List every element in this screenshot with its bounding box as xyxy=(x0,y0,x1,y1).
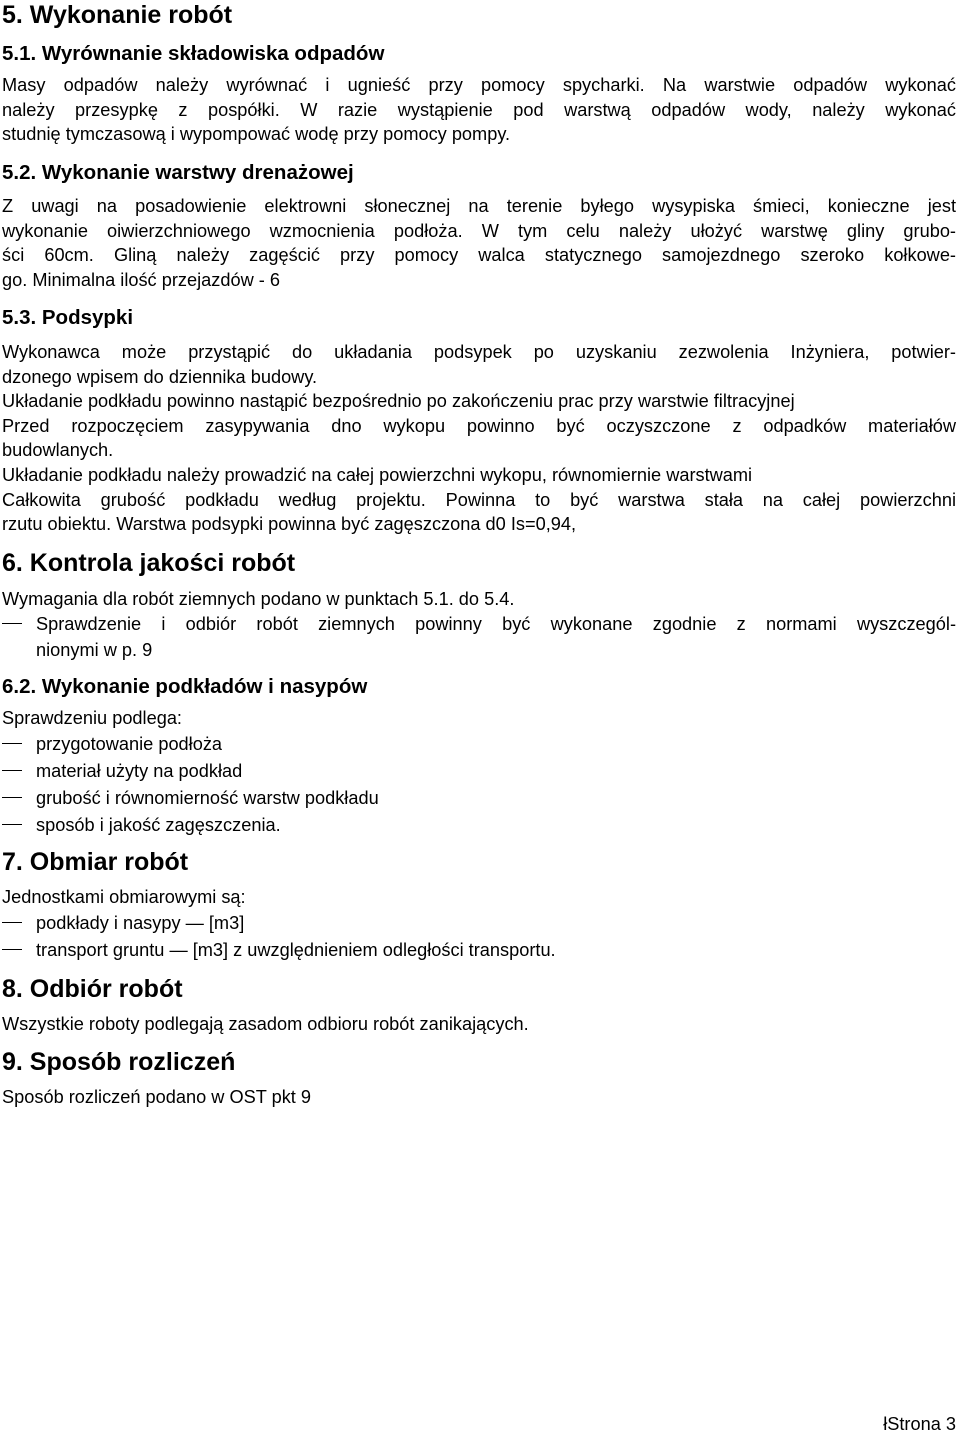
paragraph-line: rzutu obiektu. Warstwa podsypki powinna być zagęszczona d0 Is=0,94, xyxy=(2,514,577,535)
section-6-2-intro xyxy=(2,706,956,731)
section-6-2-heading: 6.2. Wykonanie podkładów i nasypów xyxy=(2,675,368,698)
paragraph-line: Całkowita grubość podkładu według projektu. Powinna to być warstwa stała na całej powierzchni xyxy=(2,489,956,510)
dash-bullet-icon xyxy=(2,922,22,923)
list-item-text: transport gruntu — [m3] z uwzględnieniem odległości transportu. xyxy=(36,940,556,960)
dash-bullet-icon xyxy=(2,623,22,624)
bullet-text-line: Sprawdzenie i odbiór robót ziemnych powinny być wykonane zgodnie z normami wyszczegól- xyxy=(36,614,956,634)
section-5-1-paragraph xyxy=(2,73,956,147)
section-5-2-heading: 5.2. Wykonanie warstwy drenażowej xyxy=(2,161,354,184)
paragraph-line: Z uwagi na posadowienie elektrowni słonecznej na terenie byłego wysypiska śmieci, konieczne jest xyxy=(2,196,956,216)
paragraph-line: Wykonawca może przystąpić do układania podsypek po uzyskaniu zezwolenia Inżyniera, potwier- xyxy=(2,342,956,362)
list-item-text: podkłady i nasypy — [m3] xyxy=(36,913,245,933)
section-7-heading: 7. Obmiar robót xyxy=(2,848,189,876)
paragraph-line: Sposób rozliczeń podano w OST pkt 9 xyxy=(2,1087,312,1107)
section-6-intro xyxy=(2,587,956,612)
paragraph-line: Wymagania dla robót ziemnych podano w punktach 5.1. do 5.4. xyxy=(2,589,515,609)
section-9-heading: 9. Sposób rozliczeń xyxy=(2,1048,236,1076)
section-5-3-paragraph xyxy=(2,340,956,537)
dash-bullet-icon xyxy=(2,743,22,744)
bullet-text-line: nionymi w p. 9 xyxy=(36,640,153,660)
list-item-text: przygotowanie podłoża xyxy=(36,734,223,754)
section-5-1-heading: 5.1. Wyrównanie składowiska odpadów xyxy=(2,42,385,65)
section-8-heading: 8. Odbiór robót xyxy=(2,975,183,1003)
section-5-heading: 5. Wykonanie robót xyxy=(2,1,233,29)
paragraph-line: go. Minimalna ilość przejazdów - 6 xyxy=(2,269,280,290)
paragraph-line: Układanie podkładu należy prowadzić na całej powierzchni wykopu, równomiernie warstwami xyxy=(2,464,753,485)
paragraph-line: budowlanych. xyxy=(2,440,114,461)
paragraph-line: Przed rozpoczęciem zasypywania dno wykopu powinno być oczyszczone z odpadków materiałów xyxy=(2,415,956,436)
list-item-text: materiał użyty na podkład xyxy=(36,761,243,781)
paragraph-line: Układanie podkładu powinno nastąpić bezpośrednio po zakończeniu prac przy warstwie filtracyjnej xyxy=(2,391,795,412)
paragraph-line: wykonanie oiwierzchniowego wzmocnienia podłoża. W tym celu należy ułożyć warstwę gliny grubo- xyxy=(2,220,956,241)
paragraph-line: Sprawdzeniu podlega: xyxy=(2,708,182,728)
paragraph-line: należy przesypkę z pospółki. W razie wystąpienie pod warstwą odpadów wody, należy wykonać xyxy=(2,99,956,120)
section-7-intro xyxy=(2,885,956,910)
paragraph-line: Wszystkie roboty podlegają zasadom odbioru robót zanikających. xyxy=(2,1014,529,1034)
dash-bullet-icon xyxy=(2,824,22,825)
dash-bullet-icon xyxy=(2,770,22,771)
paragraph-line: dzonego wpisem do dziennika budowy. xyxy=(2,366,318,387)
section-9-text xyxy=(2,1085,956,1110)
paragraph-line: Masy odpadów należy wyrównać i ugnieść przy pomocy spycharki. Na warstwie odpadów wykonać xyxy=(2,75,956,95)
paragraph-line: ści 60cm. Gliną należy zagęścić przy pomocy walca statycznego samojezdnego szeroko kołkowe- xyxy=(2,245,956,266)
dash-bullet-icon xyxy=(2,949,22,950)
paragraph-line: studnię tymczasową i wypompować wodę przy pomocy pompy. xyxy=(2,124,511,145)
page-number-footer: łStrona 3 xyxy=(883,1414,956,1434)
section-8-text xyxy=(2,1012,956,1037)
paragraph-line: Jednostkami obmiarowymi są: xyxy=(2,887,246,907)
section-6-heading: 6. Kontrola jakości robót xyxy=(2,549,296,577)
section-5-2-paragraph xyxy=(2,194,956,292)
list-item-text: grubość i równomierność warstw podkładu xyxy=(36,788,379,808)
list-item-text: sposób i jakość zagęszczenia. xyxy=(36,815,281,835)
dash-bullet-icon xyxy=(2,797,22,798)
section-5-3-heading: 5.3. Podsypki xyxy=(2,306,134,329)
